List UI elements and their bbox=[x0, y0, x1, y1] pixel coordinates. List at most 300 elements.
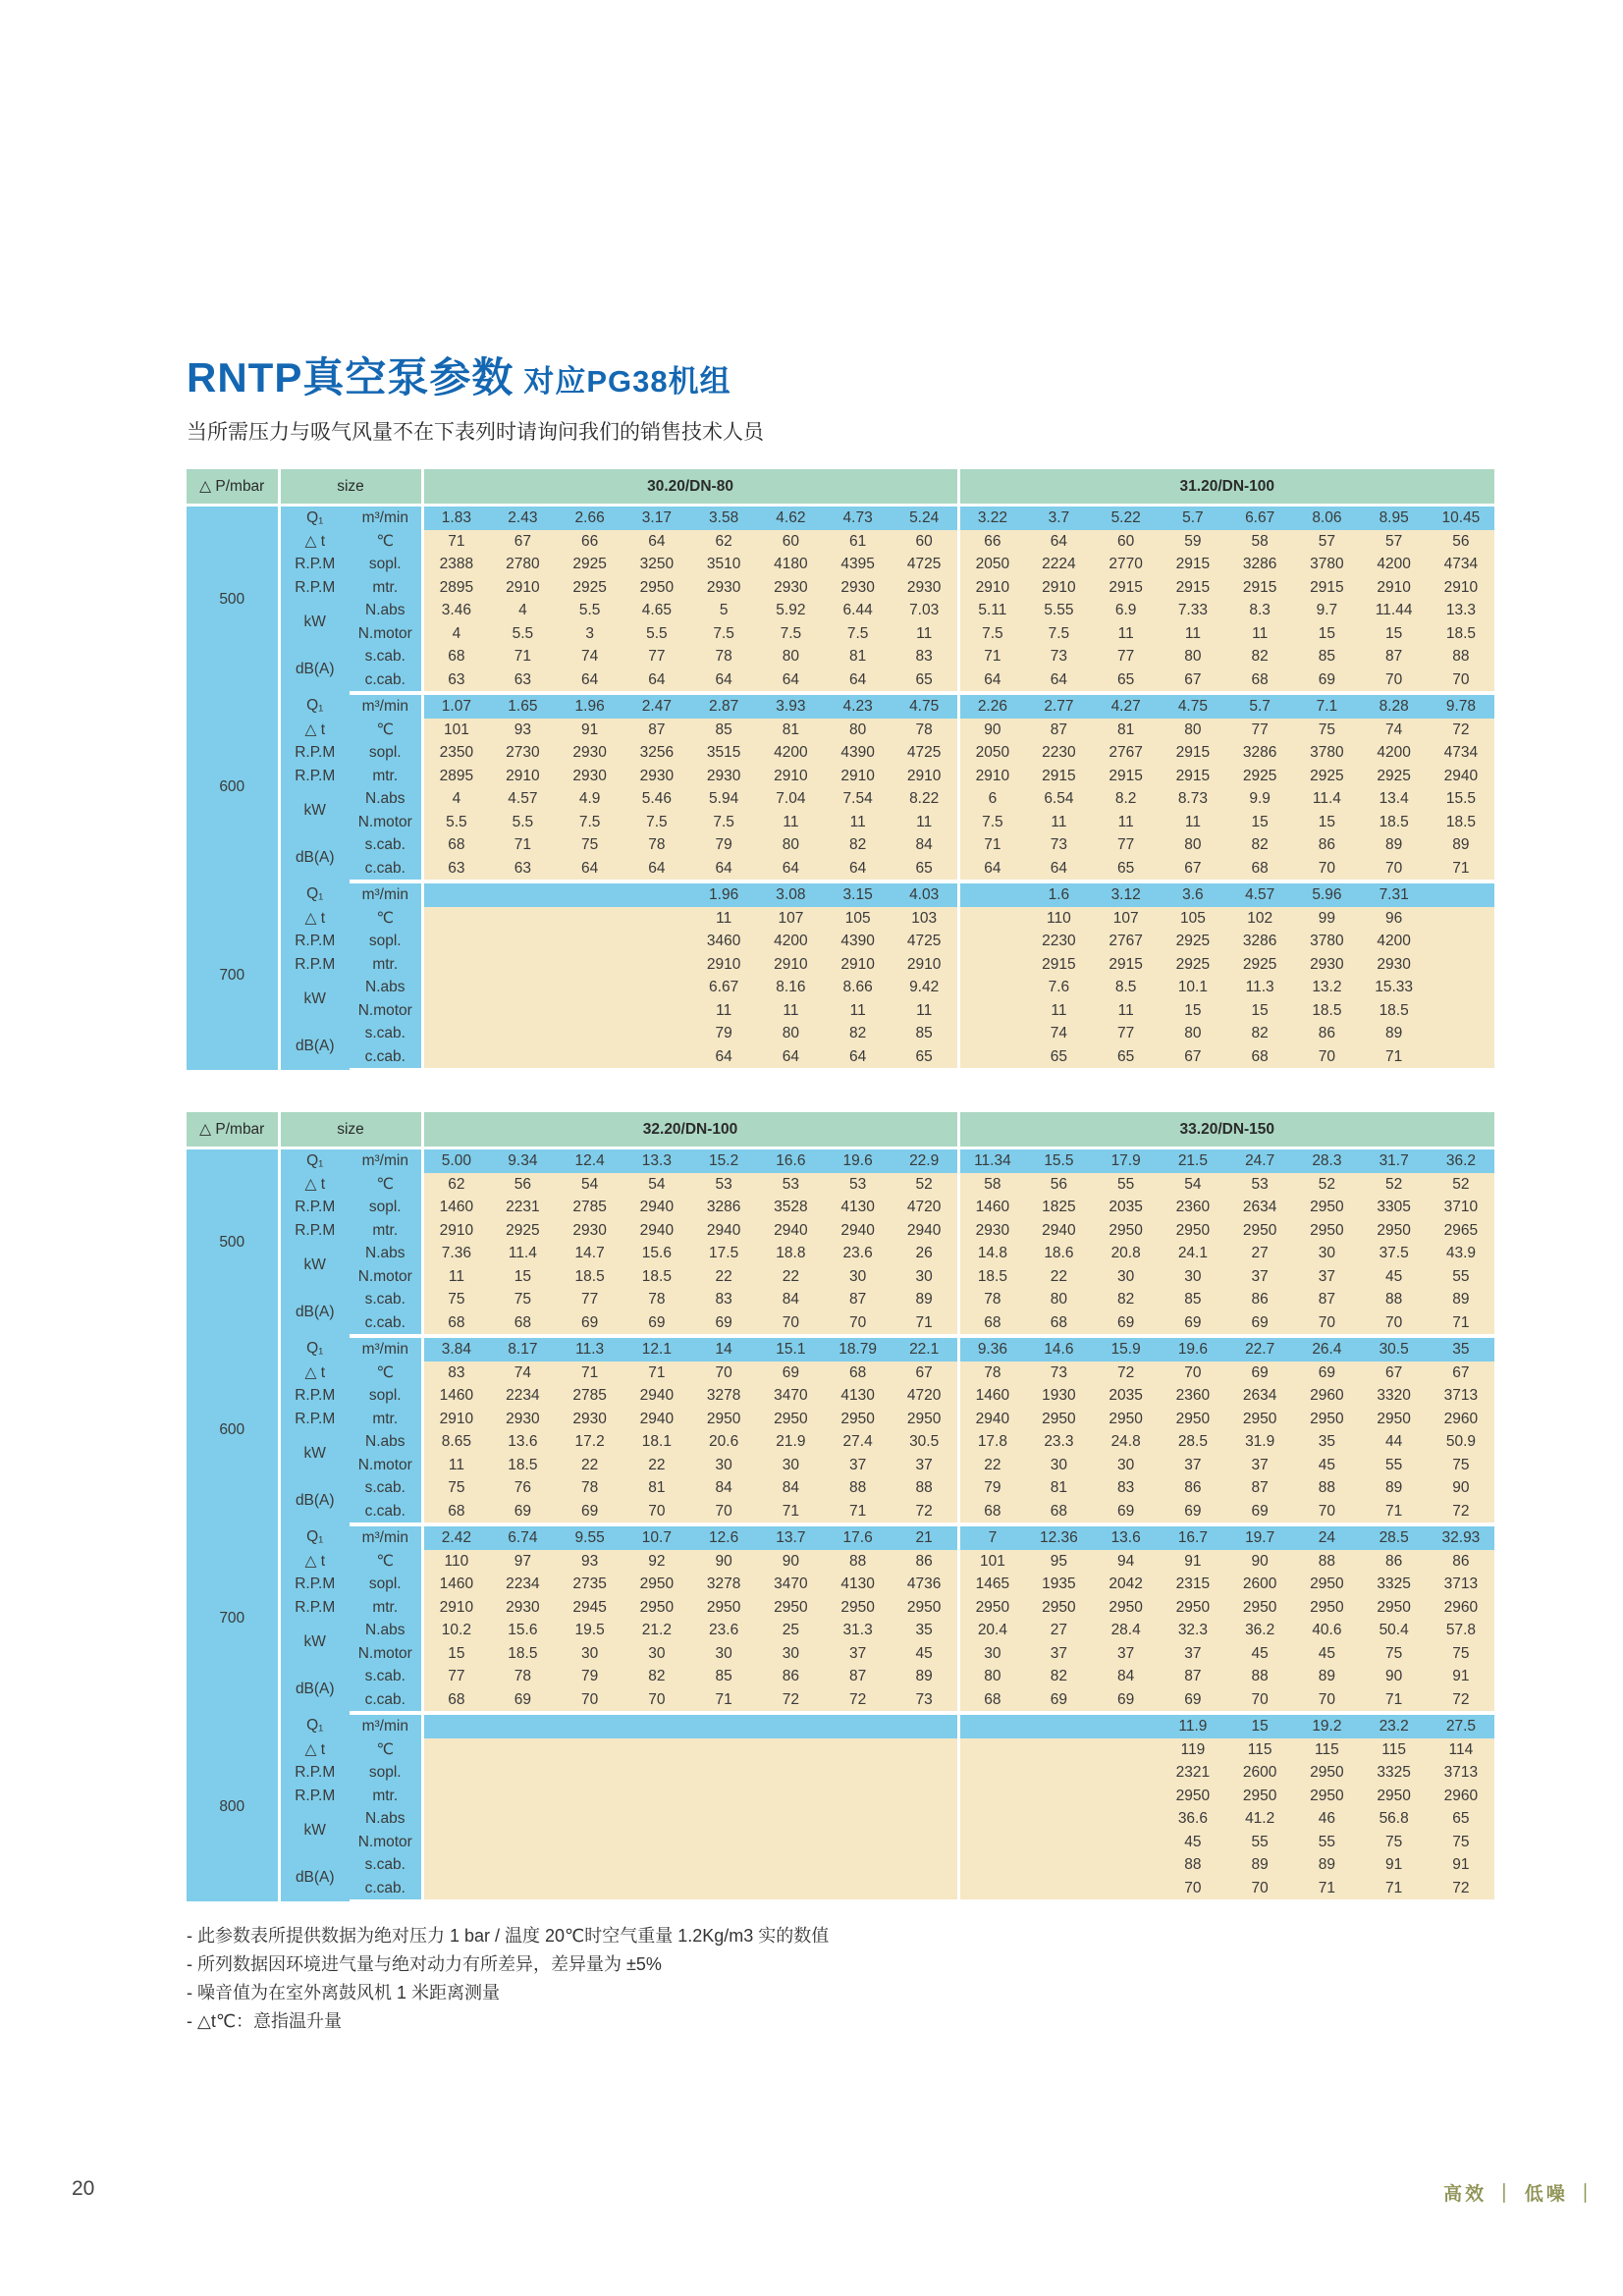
data-cell: 66 bbox=[557, 530, 623, 554]
data-cell: 80 bbox=[958, 1665, 1025, 1688]
row-unit-cell: m³/min bbox=[350, 881, 422, 907]
data-cell: 3780 bbox=[1293, 930, 1360, 953]
data-cell: 71 bbox=[1361, 1045, 1428, 1071]
data-cell: 37 bbox=[1160, 1642, 1226, 1666]
parameter-row bbox=[187, 1022, 1494, 1045]
data-cell: 4200 bbox=[1361, 741, 1428, 765]
data-cell: 4 bbox=[422, 787, 489, 811]
data-cell bbox=[557, 930, 623, 953]
data-cell: 93 bbox=[489, 719, 556, 742]
data-cell: 2321 bbox=[1160, 1761, 1226, 1785]
data-cell: 6.9 bbox=[1093, 599, 1160, 622]
data-cell: 37 bbox=[1093, 1642, 1160, 1666]
data-cell: 73 bbox=[892, 1688, 958, 1714]
data-cell: 2780 bbox=[489, 553, 556, 576]
data-cell: 101 bbox=[422, 719, 489, 742]
parameter-row bbox=[187, 1831, 1494, 1854]
row-unit-cell: sopl. bbox=[350, 1761, 422, 1785]
data-cell: 93 bbox=[557, 1550, 623, 1574]
row-unit-cell: N.motor bbox=[350, 1831, 422, 1854]
data-cell: 16.6 bbox=[757, 1148, 824, 1173]
data-cell: 11 bbox=[892, 999, 958, 1023]
page-title-main: RNTP真空泵参数 bbox=[187, 354, 514, 400]
data-cell: 3.58 bbox=[690, 506, 757, 530]
row-label-cell: kW bbox=[279, 1430, 350, 1476]
data-cell: 71 bbox=[757, 1500, 824, 1525]
data-cell: 2940 bbox=[623, 1196, 690, 1219]
data-cell: 89 bbox=[1293, 1665, 1360, 1688]
data-cell: 1935 bbox=[1025, 1573, 1092, 1596]
data-cell: 8.95 bbox=[1361, 506, 1428, 530]
data-cell: 36.6 bbox=[1160, 1807, 1226, 1831]
data-cell: 87 bbox=[1361, 645, 1428, 668]
data-cell: 89 bbox=[1428, 1288, 1494, 1311]
data-cell: 17.5 bbox=[690, 1242, 757, 1265]
data-cell bbox=[892, 1738, 958, 1762]
parameter-row bbox=[187, 1408, 1494, 1431]
data-cell bbox=[892, 1853, 958, 1877]
data-cell: 101 bbox=[958, 1550, 1025, 1574]
data-cell: 8.28 bbox=[1361, 693, 1428, 719]
table-header-row bbox=[187, 469, 1494, 506]
model-section-header: 30.20/DN-80 bbox=[422, 469, 958, 506]
parameter-row bbox=[187, 741, 1494, 765]
data-cell: 2940 bbox=[825, 1219, 892, 1243]
data-cell: 3528 bbox=[757, 1196, 824, 1219]
data-cell: 8.16 bbox=[757, 976, 824, 999]
row-label-cell: Q₁ bbox=[279, 1524, 350, 1550]
data-cell: 63 bbox=[489, 668, 556, 694]
data-cell: 69 bbox=[489, 1500, 556, 1525]
data-cell: 4180 bbox=[757, 553, 824, 576]
data-cell: 2945 bbox=[557, 1596, 623, 1620]
page-number: 20 bbox=[72, 2177, 95, 2200]
row-unit-cell: m³/min bbox=[350, 1336, 422, 1362]
data-cell: 86 bbox=[1160, 1476, 1226, 1500]
data-cell bbox=[623, 999, 690, 1023]
data-cell: 75 bbox=[489, 1288, 556, 1311]
data-cell: 92 bbox=[623, 1550, 690, 1574]
parameter-row bbox=[187, 999, 1494, 1023]
data-cell: 2910 bbox=[757, 765, 824, 788]
data-cell bbox=[825, 1807, 892, 1831]
data-cell: 2925 bbox=[1361, 765, 1428, 788]
data-cell: 71 bbox=[489, 645, 556, 668]
data-cell: 11 bbox=[1093, 622, 1160, 646]
data-cell: 4390 bbox=[825, 741, 892, 765]
data-cell: 54 bbox=[623, 1173, 690, 1197]
data-cell: 6.67 bbox=[690, 976, 757, 999]
data-cell: 30 bbox=[757, 1454, 824, 1477]
data-cell: 72 bbox=[757, 1688, 824, 1714]
data-cell: 2940 bbox=[690, 1219, 757, 1243]
row-unit-cell: m³/min bbox=[350, 1524, 422, 1550]
data-cell bbox=[557, 1022, 623, 1045]
data-cell: 2634 bbox=[1226, 1196, 1293, 1219]
data-cell: 37 bbox=[1025, 1642, 1092, 1666]
data-cell: 7.5 bbox=[825, 622, 892, 646]
data-cell: 1.96 bbox=[557, 693, 623, 719]
data-cell: 89 bbox=[892, 1665, 958, 1688]
data-cell: 65 bbox=[892, 1045, 958, 1071]
parameter-row bbox=[187, 1785, 1494, 1808]
row-label-cell: R.P.M bbox=[279, 1196, 350, 1219]
row-label-cell: dB(A) bbox=[279, 1022, 350, 1070]
data-cell: 30 bbox=[1293, 1242, 1360, 1265]
data-cell: 2895 bbox=[422, 576, 489, 600]
data-cell: 14.7 bbox=[557, 1242, 623, 1265]
data-cell bbox=[623, 1853, 690, 1877]
data-cell: 72 bbox=[1093, 1362, 1160, 1385]
data-cell: 52 bbox=[892, 1173, 958, 1197]
parameter-row bbox=[187, 530, 1494, 554]
data-cell bbox=[1093, 1853, 1160, 1877]
data-cell: 2930 bbox=[489, 1596, 556, 1620]
data-cell: 86 bbox=[1293, 1022, 1360, 1045]
data-cell: 2360 bbox=[1160, 1384, 1226, 1408]
row-unit-cell: m³/min bbox=[350, 1713, 422, 1738]
pump-parameters-table bbox=[187, 1112, 1494, 1903]
parameter-row bbox=[187, 1430, 1494, 1454]
data-cell: 25 bbox=[757, 1619, 824, 1642]
data-cell bbox=[1093, 1807, 1160, 1831]
data-cell bbox=[958, 999, 1025, 1023]
data-cell: 1.07 bbox=[422, 693, 489, 719]
data-cell: 2940 bbox=[1025, 1219, 1092, 1243]
row-label-cell: R.P.M bbox=[279, 1785, 350, 1808]
data-cell: 89 bbox=[892, 1288, 958, 1311]
data-cell: 2224 bbox=[1025, 553, 1092, 576]
data-cell: 2.26 bbox=[958, 693, 1025, 719]
data-cell: 7.6 bbox=[1025, 976, 1092, 999]
data-cell: 15 bbox=[422, 1642, 489, 1666]
data-cell bbox=[422, 930, 489, 953]
data-cell: 2915 bbox=[1093, 765, 1160, 788]
data-cell: 56 bbox=[1428, 530, 1494, 554]
data-cell: 9.7 bbox=[1293, 599, 1360, 622]
data-cell: 2910 bbox=[1361, 576, 1428, 600]
footnotes bbox=[187, 1922, 829, 2036]
data-cell: 3.22 bbox=[958, 506, 1025, 530]
data-cell: 69 bbox=[489, 1688, 556, 1714]
data-cell: 7.5 bbox=[690, 622, 757, 646]
data-cell: 2950 bbox=[1226, 1408, 1293, 1431]
data-cell: 12.6 bbox=[690, 1524, 757, 1550]
data-cell: 17.9 bbox=[1093, 1148, 1160, 1173]
data-cell bbox=[690, 1853, 757, 1877]
data-cell: 65 bbox=[1093, 668, 1160, 694]
data-cell bbox=[958, 1785, 1025, 1808]
data-cell bbox=[623, 1713, 690, 1738]
data-cell bbox=[489, 1022, 556, 1045]
data-cell: 71 bbox=[892, 1311, 958, 1337]
parameter-row bbox=[187, 976, 1494, 999]
data-cell: 3286 bbox=[1226, 741, 1293, 765]
row-label-cell: R.P.M bbox=[279, 765, 350, 788]
data-cell: 2234 bbox=[489, 1384, 556, 1408]
data-cell: 10.1 bbox=[1160, 976, 1226, 999]
row-label-cell: kW bbox=[279, 1619, 350, 1665]
data-cell: 18.5 bbox=[1428, 622, 1494, 646]
parameter-row bbox=[187, 1807, 1494, 1831]
data-cell: 70 bbox=[690, 1500, 757, 1525]
parameter-row bbox=[187, 668, 1494, 694]
data-cell: 2910 bbox=[825, 765, 892, 788]
data-cell bbox=[958, 1713, 1025, 1738]
data-cell: 12.4 bbox=[557, 1148, 623, 1173]
data-cell: 2925 bbox=[489, 1219, 556, 1243]
row-label-cell: △ t bbox=[279, 1362, 350, 1385]
parameter-row bbox=[187, 881, 1494, 907]
data-cell: 3286 bbox=[690, 1196, 757, 1219]
data-cell bbox=[623, 1045, 690, 1071]
data-cell bbox=[422, 1761, 489, 1785]
data-cell: 4130 bbox=[825, 1384, 892, 1408]
data-cell bbox=[489, 1877, 556, 1902]
data-cell bbox=[1025, 1831, 1092, 1854]
data-cell: 19.6 bbox=[1160, 1336, 1226, 1362]
data-cell: 4.27 bbox=[1093, 693, 1160, 719]
data-cell: 18.5 bbox=[958, 1265, 1025, 1289]
data-cell: 30 bbox=[557, 1642, 623, 1666]
data-cell: 88 bbox=[1160, 1853, 1226, 1877]
row-label-cell: dB(A) bbox=[279, 645, 350, 693]
data-cell: 2950 bbox=[1025, 1596, 1092, 1620]
data-cell: 2925 bbox=[557, 553, 623, 576]
data-cell: 2910 bbox=[1428, 576, 1494, 600]
data-cell: 4736 bbox=[892, 1573, 958, 1596]
data-cell: 3713 bbox=[1428, 1573, 1494, 1596]
row-unit-cell: sopl. bbox=[350, 1573, 422, 1596]
row-label-cell: R.P.M bbox=[279, 741, 350, 765]
data-cell bbox=[557, 1713, 623, 1738]
data-cell: 71 bbox=[623, 1362, 690, 1385]
data-cell: 3.7 bbox=[1025, 506, 1092, 530]
data-cell: 8.2 bbox=[1093, 787, 1160, 811]
data-cell: 37 bbox=[1293, 1265, 1360, 1289]
data-cell: 11 bbox=[757, 811, 824, 834]
row-label-cell: kW bbox=[279, 1807, 350, 1853]
data-cell: 3780 bbox=[1293, 741, 1360, 765]
data-cell: 5.5 bbox=[489, 622, 556, 646]
data-cell: 75 bbox=[1428, 1642, 1494, 1666]
data-cell: 4395 bbox=[825, 553, 892, 576]
data-cell: 2950 bbox=[1361, 1785, 1428, 1808]
parameter-row bbox=[187, 1688, 1494, 1714]
data-cell: 75 bbox=[1361, 1642, 1428, 1666]
data-cell: 84 bbox=[757, 1288, 824, 1311]
data-cell: 7.1 bbox=[1293, 693, 1360, 719]
data-cell: 4130 bbox=[825, 1573, 892, 1596]
data-cell: 3286 bbox=[1226, 930, 1293, 953]
data-cell: 21.5 bbox=[1160, 1148, 1226, 1173]
data-cell: 18.5 bbox=[1361, 811, 1428, 834]
data-cell: 24.7 bbox=[1226, 1148, 1293, 1173]
data-cell: 6.74 bbox=[489, 1524, 556, 1550]
parameter-row bbox=[187, 599, 1494, 622]
pressure-cell: 700 bbox=[187, 1524, 279, 1713]
data-cell: 96 bbox=[1361, 907, 1428, 931]
page-title bbox=[187, 346, 731, 404]
data-cell: 2930 bbox=[825, 576, 892, 600]
data-cell: 2940 bbox=[757, 1219, 824, 1243]
data-cell: 2950 bbox=[958, 1596, 1025, 1620]
data-cell: 69 bbox=[1226, 1311, 1293, 1337]
data-cell: 3.15 bbox=[825, 881, 892, 907]
data-cell: 78 bbox=[690, 645, 757, 668]
data-cell bbox=[757, 1761, 824, 1785]
data-cell: 82 bbox=[623, 1665, 690, 1688]
data-cell: 32.93 bbox=[1428, 1524, 1494, 1550]
row-label-cell: kW bbox=[279, 599, 350, 645]
data-cell: 115 bbox=[1293, 1738, 1360, 1762]
data-cell: 70 bbox=[1160, 1877, 1226, 1902]
data-cell: 15 bbox=[1361, 622, 1428, 646]
data-cell: 21.9 bbox=[757, 1430, 824, 1454]
data-cell: 15.5 bbox=[1428, 787, 1494, 811]
data-cell: 3710 bbox=[1428, 1196, 1494, 1219]
data-cell: 30 bbox=[1025, 1454, 1092, 1477]
data-cell: 37 bbox=[1226, 1265, 1293, 1289]
model-section-header: 32.20/DN-100 bbox=[422, 1112, 958, 1148]
row-unit-cell: N.abs bbox=[350, 976, 422, 999]
data-cell: 18.1 bbox=[623, 1430, 690, 1454]
data-cell: 30 bbox=[1093, 1454, 1160, 1477]
data-cell bbox=[489, 930, 556, 953]
data-cell: 36.2 bbox=[1428, 1148, 1494, 1173]
data-cell bbox=[958, 1761, 1025, 1785]
data-cell: 15.33 bbox=[1361, 976, 1428, 999]
data-cell: 15 bbox=[1293, 622, 1360, 646]
data-cell: 31.9 bbox=[1226, 1430, 1293, 1454]
row-label-cell: R.P.M bbox=[279, 553, 350, 576]
data-cell: 11.9 bbox=[1160, 1713, 1226, 1738]
data-cell: 89 bbox=[1226, 1853, 1293, 1877]
parameter-row bbox=[187, 1877, 1494, 1902]
data-cell: 2950 bbox=[1361, 1596, 1428, 1620]
data-cell: 64 bbox=[690, 1045, 757, 1071]
data-cell: 46 bbox=[1293, 1807, 1360, 1831]
row-unit-cell: ℃ bbox=[350, 1738, 422, 1762]
data-cell bbox=[489, 1785, 556, 1808]
data-cell: 53 bbox=[690, 1173, 757, 1197]
data-cell: 2910 bbox=[422, 1596, 489, 1620]
data-cell: 8.65 bbox=[422, 1430, 489, 1454]
data-cell: 83 bbox=[1093, 1476, 1160, 1500]
data-cell bbox=[958, 1877, 1025, 1902]
data-cell: 2925 bbox=[1226, 765, 1293, 788]
data-cell: 64 bbox=[557, 668, 623, 694]
data-cell: 91 bbox=[1160, 1550, 1226, 1574]
data-cell: 78 bbox=[892, 719, 958, 742]
data-cell: 86 bbox=[892, 1550, 958, 1574]
data-cell: 1930 bbox=[1025, 1384, 1092, 1408]
data-cell: 2388 bbox=[422, 553, 489, 576]
data-cell: 65 bbox=[892, 857, 958, 882]
data-cell: 27 bbox=[1025, 1619, 1092, 1642]
data-cell bbox=[557, 1785, 623, 1808]
data-cell: 2910 bbox=[958, 576, 1025, 600]
data-cell: 91 bbox=[1428, 1665, 1494, 1688]
data-cell bbox=[557, 1877, 623, 1902]
data-cell: 80 bbox=[825, 719, 892, 742]
data-cell: 64 bbox=[757, 668, 824, 694]
data-cell: 88 bbox=[1293, 1476, 1360, 1500]
data-cell: 65 bbox=[1428, 1807, 1494, 1831]
data-cell: 3325 bbox=[1361, 1573, 1428, 1596]
data-cell: 4390 bbox=[825, 930, 892, 953]
data-cell: 68 bbox=[422, 1311, 489, 1337]
data-cell: 86 bbox=[1226, 1288, 1293, 1311]
data-cell: 4.62 bbox=[757, 506, 824, 530]
row-unit-cell: c.cab. bbox=[350, 668, 422, 694]
data-cell: 3.46 bbox=[422, 599, 489, 622]
data-cell: 2925 bbox=[1293, 765, 1360, 788]
data-cell: 95 bbox=[1025, 1550, 1092, 1574]
row-unit-cell: ℃ bbox=[350, 907, 422, 931]
data-cell: 9.42 bbox=[892, 976, 958, 999]
data-cell: 3278 bbox=[690, 1384, 757, 1408]
data-cell bbox=[422, 1853, 489, 1877]
row-unit-cell: N.motor bbox=[350, 999, 422, 1023]
data-cell: 2910 bbox=[422, 1408, 489, 1431]
data-cell bbox=[422, 953, 489, 977]
data-cell: 11 bbox=[422, 1454, 489, 1477]
data-cell: 64 bbox=[623, 530, 690, 554]
data-cell: 59 bbox=[1160, 530, 1226, 554]
data-cell: 22 bbox=[690, 1265, 757, 1289]
row-unit-cell: ℃ bbox=[350, 530, 422, 554]
data-cell: 2940 bbox=[1428, 765, 1494, 788]
data-cell: 87 bbox=[623, 719, 690, 742]
data-cell: 45 bbox=[892, 1642, 958, 1666]
data-cell bbox=[958, 953, 1025, 977]
data-cell: 27.4 bbox=[825, 1430, 892, 1454]
data-cell: 78 bbox=[489, 1665, 556, 1688]
data-cell: 78 bbox=[958, 1362, 1025, 1385]
data-cell: 2960 bbox=[1293, 1384, 1360, 1408]
data-cell: 4.57 bbox=[489, 787, 556, 811]
data-cell: 55 bbox=[1093, 1173, 1160, 1197]
data-cell bbox=[623, 1738, 690, 1762]
data-cell: 1.6 bbox=[1025, 881, 1092, 907]
data-cell: 2930 bbox=[1293, 953, 1360, 977]
data-cell bbox=[489, 1045, 556, 1071]
data-cell: 4.9 bbox=[557, 787, 623, 811]
data-cell: 70 bbox=[557, 1688, 623, 1714]
data-cell: 99 bbox=[1293, 907, 1360, 931]
data-cell: 2950 bbox=[1226, 1785, 1293, 1808]
parameter-row bbox=[187, 1336, 1494, 1362]
data-cell: 54 bbox=[557, 1173, 623, 1197]
data-cell: 81 bbox=[1093, 719, 1160, 742]
pressure-cell: 500 bbox=[187, 1148, 279, 1337]
data-cell: 105 bbox=[825, 907, 892, 931]
row-unit-cell: N.abs bbox=[350, 787, 422, 811]
data-cell: 14 bbox=[690, 1336, 757, 1362]
data-cell: 26 bbox=[892, 1242, 958, 1265]
data-cell: 84 bbox=[892, 833, 958, 857]
data-cell: 66 bbox=[958, 530, 1025, 554]
data-cell: 91 bbox=[557, 719, 623, 742]
parameter-row bbox=[187, 833, 1494, 857]
data-cell: 37 bbox=[1226, 1454, 1293, 1477]
data-cell: 57.8 bbox=[1428, 1619, 1494, 1642]
data-cell: 2950 bbox=[1361, 1408, 1428, 1431]
data-cell: 64 bbox=[1025, 530, 1092, 554]
data-cell: 85 bbox=[690, 719, 757, 742]
data-cell bbox=[557, 1853, 623, 1877]
